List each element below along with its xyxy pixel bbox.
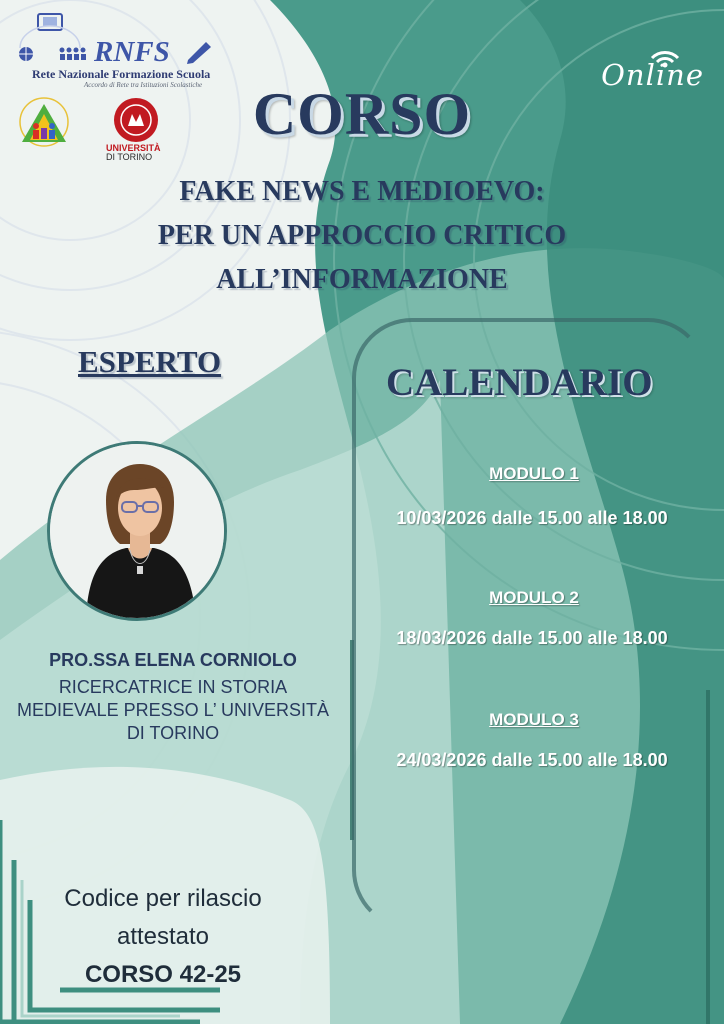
- certificate-code: CORSO 42-25: [84, 961, 242, 988]
- certificate-line-2: attestato: [116, 923, 210, 950]
- university-line1: UNIVERSITÀ: [106, 143, 161, 153]
- expert-portrait-illustration: [50, 444, 224, 618]
- network-subtitle: Accordo di Rete tra Istituzioni Scolastiche: [84, 81, 203, 89]
- course-label: CORSO: [252, 81, 472, 147]
- university-line2: DI TORINO: [106, 152, 153, 162]
- expert-heading: ESPERTO: [78, 344, 222, 379]
- online-badge: Online: [601, 58, 704, 92]
- module-2-date: 18/03/2026 dalle 15.00 alle 18.00: [396, 628, 668, 648]
- expert-role-line-2: MEDIEVALE PRESSO L’ UNIVERSITÀ: [16, 700, 330, 720]
- certificate-line-1: Codice per rilascio: [64, 885, 262, 912]
- course-title-line-1: FAKE NEWS E MEDIOEVO:: [179, 176, 545, 207]
- rnfs-network-icon: [14, 12, 96, 68]
- module-3-label: MODULO 3: [489, 710, 579, 729]
- expert-role-line-1: RICERCATRICE IN STORIA: [58, 677, 288, 697]
- rnfs-logo-text: RNFS: [94, 36, 170, 68]
- expert-photo: [47, 441, 227, 621]
- expert-name: PRO.SSA ELENA CORNIOLO: [49, 650, 297, 670]
- calendar-frame: [352, 318, 708, 930]
- module-2-label: MODULO 2: [489, 588, 579, 607]
- course-title-line-3: ALL’INFORMAZIONE: [216, 264, 508, 295]
- module-1-date: 10/03/2026 dalle 15.00 alle 18.00: [396, 508, 668, 528]
- calendar-heading: CALENDARIO: [386, 361, 653, 404]
- module-3-date: 24/03/2026 dalle 15.00 alle 18.00: [396, 750, 668, 770]
- course-title-line-2: PER UN APPROCCIO CRITICO: [157, 220, 567, 251]
- network-full-name: Rete Nazionale Formazione Scuola: [32, 67, 211, 81]
- module-1-label: MODULO 1: [489, 464, 579, 483]
- expert-role-line-3: DI TORINO: [126, 723, 220, 743]
- pen-icon: [184, 38, 214, 64]
